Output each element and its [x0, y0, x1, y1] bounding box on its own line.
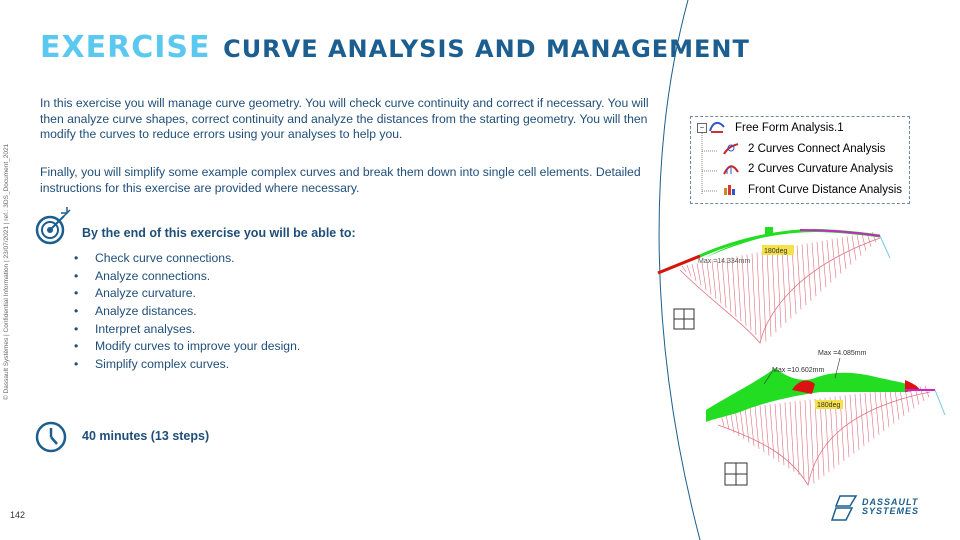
tree-item-distance[interactable]: Front Curve Distance Analysis [748, 184, 903, 196]
curve-bottom-tail [935, 390, 945, 415]
comb-line [862, 234, 866, 252]
intro-paragraph-2: Finally, you will simplify some example complex curves and break them down into single cell elements. Detailed instructions for this exercise are provided where necessary. [40, 165, 641, 195]
comb-line [807, 244, 811, 301]
free-form-analysis-icon [709, 119, 725, 133]
green-marker-top [765, 227, 773, 234]
page-number: 142 [10, 510, 26, 520]
comb-line [795, 401, 799, 475]
comb-line [755, 406, 759, 449]
title-topic: CURVE ANALYSIS AND MANAGEMENT [223, 35, 750, 63]
duration-text: 40 minutes (13 steps) [82, 429, 210, 443]
curve-top-tail [880, 236, 890, 258]
comb-line [702, 262, 706, 289]
green-comb-bottom [706, 368, 920, 422]
comb-line [845, 395, 849, 457]
max-label-bottom-2: Max =10.602mm [772, 367, 825, 374]
comb-line [752, 253, 756, 334]
distance-analysis-icon [723, 182, 739, 196]
comb-line [767, 251, 771, 337]
tree-collapse-toggle[interactable]: − [697, 123, 707, 133]
comb-line [797, 245, 801, 309]
comb-line [727, 258, 731, 312]
objective-text: Analyze curvature. [95, 286, 196, 301]
comb-line [895, 389, 899, 419]
objective-text: Analyze distances. [95, 304, 197, 319]
comb-line [870, 392, 874, 438]
objective-text: Analyze connections. [95, 268, 211, 283]
comb-line [805, 400, 809, 481]
comb-line [860, 394, 864, 446]
objective-text: Check curve connections. [95, 251, 235, 265]
copyright-note: © Dassault Systèmes | Confidential Information | 23/07/2021 | ref.: 3DS_Document_2021 [3, 143, 10, 400]
comb-line [747, 254, 751, 330]
bullet: • [74, 321, 79, 336]
comb-line [722, 259, 726, 308]
comb-line [687, 265, 691, 276]
tree-item-connect[interactable]: 2 Curves Connect Analysis [748, 143, 886, 155]
comb-line [732, 257, 736, 317]
tree-root-label[interactable]: Free Form Analysis.1 [735, 122, 844, 134]
view-compass-icon [674, 309, 694, 329]
comb-line [885, 391, 889, 428]
objectives-heading: By the end of this exercise you will be able to: [82, 226, 356, 240]
tree-item-curvature[interactable]: 2 Curves Curvature Analysis [748, 163, 894, 175]
comb-line [802, 244, 806, 305]
deg-label-bottom: 180deg [817, 402, 841, 409]
objective-text: Modify curves to improve your design. [95, 339, 301, 354]
comb-line [857, 235, 861, 256]
curvature-analysis-icon [723, 162, 739, 176]
logo-line-1: DASSAULT [862, 497, 919, 507]
intro-paragraph-1: In this exercise you will manage curve geometry. You will check curve continuity and correct if necessary. You will then analyze curve shapes, correct continuity and analyze the distances from the starting geometry. You will then modify the curves to reduce errors using your analyses to help you. [40, 96, 649, 141]
comb-line [712, 261, 716, 299]
comb-line [742, 255, 746, 326]
comb-line [750, 407, 754, 446]
objective-text: Simplify complex curves. [95, 357, 230, 372]
deg-label-top: 180deg [764, 248, 788, 255]
comb-line [717, 260, 721, 304]
comb-line [692, 264, 696, 281]
dassault-logo-icon [832, 496, 856, 520]
title-exercise: EXERCISE [40, 30, 211, 65]
comb-line [772, 250, 776, 332]
comb-line [782, 248, 786, 323]
comb-line [925, 386, 929, 398]
specification-tree [690, 116, 910, 204]
comb-line [792, 246, 796, 314]
bullet: • [74, 304, 79, 319]
comb-line [820, 398, 824, 476]
comb-line [790, 402, 794, 472]
clock-icon [37, 423, 65, 451]
comb-line [865, 393, 869, 442]
comb-line [765, 405, 769, 456]
view-compass-icon [725, 463, 747, 485]
comb-line [682, 266, 686, 272]
comb-line [697, 263, 701, 285]
max-label-top: Max =14.334mm [698, 258, 751, 265]
bullet: • [74, 357, 79, 372]
comb-line [855, 394, 859, 450]
comb-line [707, 262, 711, 295]
objective-text: Interpret analyses. [95, 321, 196, 336]
bullet: • [74, 339, 79, 354]
connect-analysis-icon [723, 142, 739, 156]
comb-line [880, 391, 884, 431]
comb-line [760, 406, 764, 453]
logo-line-2: SYSTEMES [862, 506, 920, 516]
max-label-bottom-1: Max =4.085mm [818, 350, 867, 357]
comb-line [812, 243, 816, 297]
comb-line [787, 247, 791, 319]
comb-line [757, 253, 761, 340]
comb-line [890, 390, 894, 424]
comb-line [875, 392, 879, 435]
comb-line [737, 256, 741, 321]
comb-line [800, 401, 804, 479]
bullet: • [74, 251, 79, 265]
bullet: • [74, 286, 79, 301]
target-icon [37, 207, 70, 243]
comb-line [777, 249, 781, 328]
comb-line [815, 399, 819, 480]
comb-line [900, 389, 904, 416]
logo-text [862, 498, 919, 516]
comb-line [850, 395, 854, 454]
bullet: • [74, 268, 79, 283]
